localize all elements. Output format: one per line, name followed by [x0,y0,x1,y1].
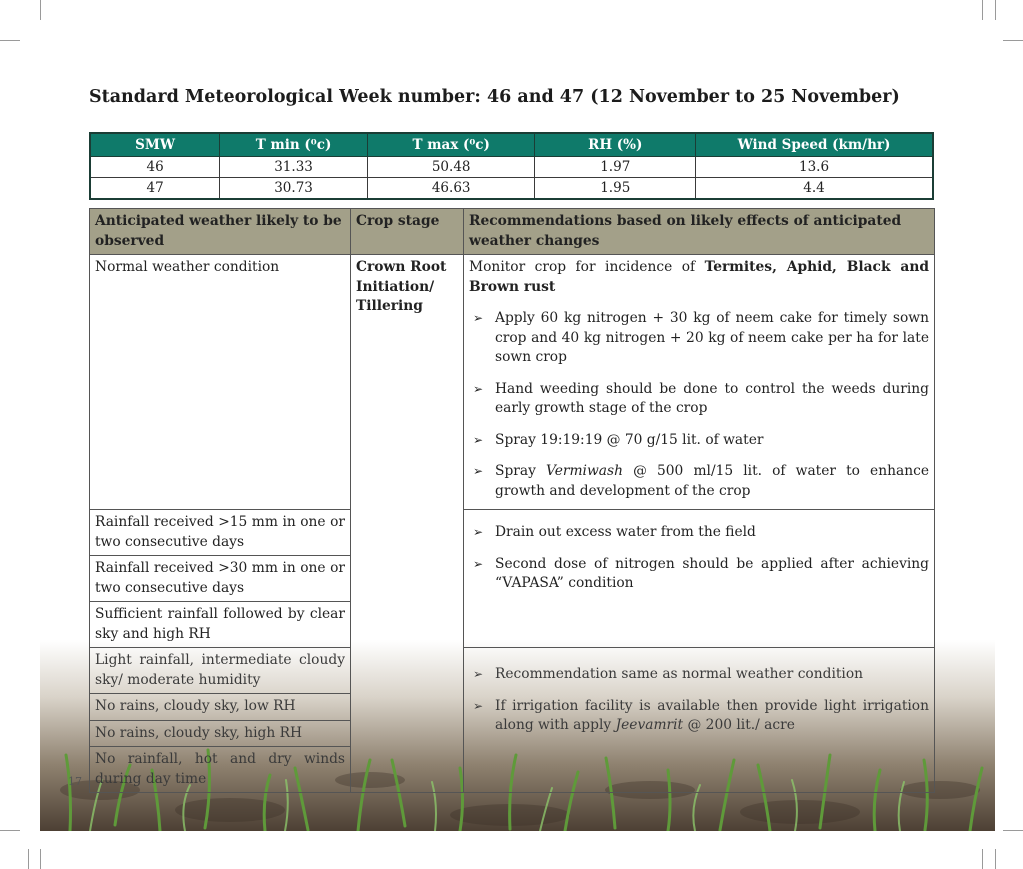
weather-forecast-table [89,132,934,200]
crop-mark [982,0,983,20]
crop-mark [0,40,20,41]
crop-mark [40,849,41,869]
weather-cell: No rains, cloudy sky, high RH [90,720,351,747]
weather-cell: Normal weather condition [90,255,351,510]
table-cell: 4.4 [696,178,933,200]
crop-mark [1003,40,1023,41]
table-cell: 13.6 [696,157,933,178]
list-item: ➢ Recommendation same as normal weather condition [469,665,929,685]
recommendation-cell [464,510,935,648]
crop-mark [0,830,20,831]
arrow-bullet-icon: ➢ [473,381,484,396]
column-header: T min (⁰c) [220,133,368,157]
table-row [90,178,933,200]
table-row [90,510,935,556]
list-item: ➢ Second dose of nitrogen should be applied after achieving “VAPASA” condition [473,555,929,591]
page-title: Standard Meteorological Week number: 46 and 47 (12 November to 25 November) [89,87,900,107]
list-item: ➢ Drain out excess water from the field [469,523,929,543]
list-item: ➢ Spray 19:19:19 @ 70 g/15 lit. of water [469,431,929,451]
arrow-bullet-icon: ➢ [473,464,484,478]
crop-mark [1003,830,1023,831]
table-row [90,157,933,178]
arrow-bullet-icon: ➢ [473,311,484,325]
weather-cell: Sufficient rainfall followed by clear sky and high RH [90,602,351,648]
arrow-bullet-icon: ➢ [473,432,484,447]
recommendations-column-header: Recommendations based on likely effects of anticipated weather changes [464,209,935,255]
table-cell: 31.33 [220,157,368,178]
column-header: SMW [90,133,220,157]
recommendation-list [469,309,929,501]
table-cell: 46.63 [367,178,535,200]
list-item: ➢ Apply 60 kg nitrogen + 30 kg of neem cake for timely sown crop and 40 kg nitrogen + 20 kg of neem cake per ha for late sown crop [473,310,929,365]
weather-cell: No rainfall, hot and dry winds during day time [90,747,351,793]
arrow-bullet-icon: ➢ [473,667,484,681]
column-header: T max (⁰c) [367,133,535,157]
table-row [90,255,935,510]
arrow-bullet-icon: ➢ [473,698,484,713]
advisory-table [89,208,935,793]
list-item: ➢ Spray Vermiwash @ 500 ml/15 lit. of water to enhance growth and development of the crop [473,463,929,499]
table-header-row [90,209,935,255]
arrow-bullet-icon: ➢ [473,525,484,539]
list-item: ➢ If irrigation facility is available then provide light irrigation along with apply Jeevamrit @ 200 lit./ acre [473,697,929,733]
column-header: RH (%) [535,133,696,157]
crop-stage-column-header: Crop stage [351,209,464,255]
recommendation-list [469,665,929,736]
table-cell: 1.95 [535,178,696,200]
recommendation-cell [464,648,935,793]
weather-cell: Light rainfall, intermediate cloudy sky/ moderate humidity [90,648,351,694]
crop-mark [40,0,41,20]
weather-cell: Rainfall received >30 mm in one or two consecutive days [90,556,351,602]
crop-stage-cell: Crown Root Initiation/ Tillering [351,255,464,793]
weather-cell: No rains, cloudy sky, low RH [90,694,351,721]
crop-mark [995,849,996,869]
table-cell: 50.48 [367,157,535,178]
recommendation-cell [464,255,935,510]
page-number: 17 [68,775,82,788]
arrow-bullet-icon: ➢ [473,556,484,571]
crop-mark [982,849,983,869]
monitor-text: Monitor crop for incidence of Termites, Aphid, Black and Brown rust [469,259,929,295]
list-item: ➢ Hand weeding should be done to control the weeds during early growth stage of the crop [473,380,929,416]
crop-mark [995,0,996,20]
crop-mark [28,849,29,869]
pest-list: Termites, Aphid, Black and Brown rust [469,259,929,295]
table-cell: 46 [90,157,220,178]
table-header-row [90,133,933,157]
weather-column-header: Anticipated weather likely to be observed [90,209,351,255]
recommendation-list [469,523,929,594]
table-row [90,648,935,694]
table-cell: 1.97 [535,157,696,178]
table-cell: 47 [90,178,220,200]
weather-cell: Rainfall received >15 mm in one or two consecutive days [90,510,351,556]
table-cell: 30.73 [220,178,368,200]
column-header: Wind Speed (km/hr) [696,133,933,157]
